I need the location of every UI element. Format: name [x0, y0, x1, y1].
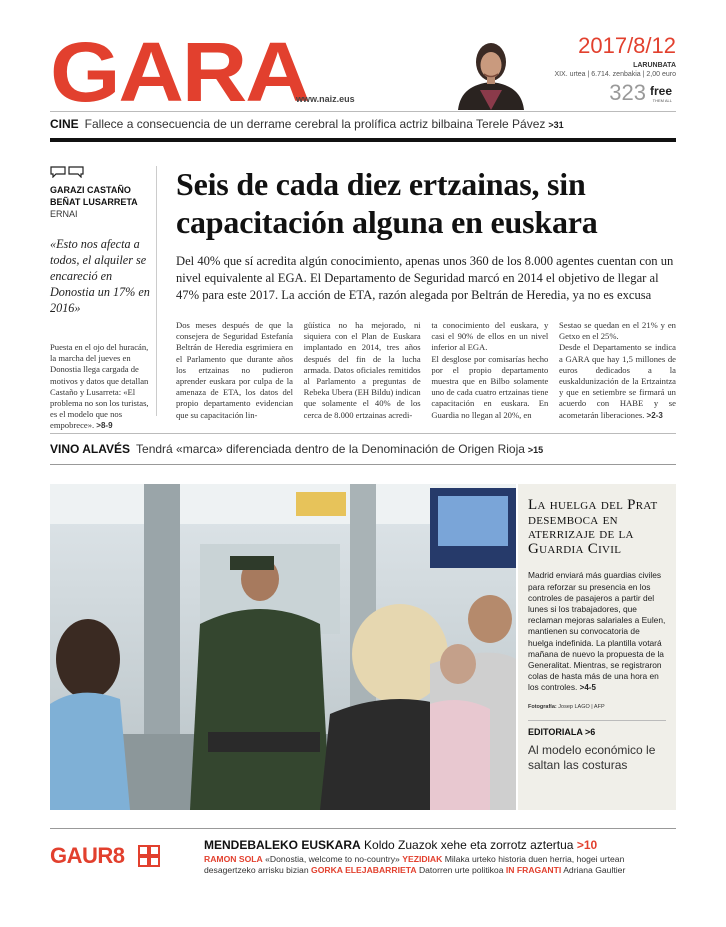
organization: ERNAI: [50, 209, 78, 219]
strap-text: Fallece a consecuencia de un derrame cerebral la prolífica actriz bilbaina Terele Pávez: [84, 117, 546, 131]
article-column-text: Sestao se quedan en el 21% y en Getxo en el 25%. Desde el Departamento se indica a GARA que hay 1,5 millones de euros dedicados a la euskaldunización de la Ertzaintza y que en setiembre se firmará un acuerdo con HABE y se acometarán liberaciones.: [558, 320, 676, 420]
promo-label[interactable]: free: [649, 84, 672, 98]
article-columns: [176, 320, 676, 421]
divider: [528, 720, 666, 721]
strap-tag: CINE: [50, 117, 79, 131]
divider-thick: [50, 138, 676, 142]
editorial-text[interactable]: Al modelo económico le saltan las costuras: [528, 742, 656, 772]
divider: [50, 464, 676, 465]
article-column-last: [559, 320, 676, 421]
logo[interactable]: GARA: [50, 25, 309, 119]
grid-icon: [138, 845, 160, 867]
editorial-heading[interactable]: [528, 727, 666, 737]
footer-tag: MENDEBALEKO EUSKARA: [204, 838, 361, 852]
strap-text: Tendrá «marca» diferenciada dentro de la Denominación de Origen Rioja: [136, 442, 525, 456]
weekday: LARUNBATA: [633, 62, 676, 69]
footer-item-name[interactable]: IN FRAGANTI: [505, 865, 562, 875]
footer-item-name[interactable]: RAMON SOLA: [204, 854, 263, 864]
top-strap[interactable]: [50, 117, 676, 131]
sidebar-page-ref[interactable]: >8-9: [96, 421, 113, 431]
pull-quote[interactable]: «Esto nos afecta a todos, el alquiler se encareció en Donostia un 17% en 2016»: [50, 237, 150, 315]
footer-ref: >10: [576, 838, 598, 852]
site-link[interactable]: www.naiz.eus: [296, 94, 355, 104]
masthead-portrait[interactable]: [450, 32, 532, 110]
footer-item-text: Milaka urteko historia duen herria, hogei urtean desagertzeko arrisku bizian: [204, 854, 625, 875]
mid-strap[interactable]: [50, 442, 676, 456]
masthead: [50, 25, 676, 119]
strap-ref: >15: [527, 445, 544, 455]
photo-credit-text: Josep LAGO | AFP: [558, 703, 605, 710]
footer-headline[interactable]: [204, 838, 684, 852]
speech-bubbles-icon: [50, 166, 86, 178]
interviewee-name: BEÑAT LUSARRETA: [50, 197, 138, 207]
promo-sublabel: THEM ALL: [652, 98, 672, 103]
column-divider: [156, 166, 157, 416]
main-headline[interactable]: Seis de cada diez ertzainas, sin capacitación alguna en euskara: [176, 166, 598, 240]
article-dek: Del 40% que sí acredita algún conocimiento, apenas unos 360 de los 8.000 agentes cuentan con un nivel equivalente al EGA. El Departamento de Seguridad marcó en 2014 el objetivo de llegar al 47% para este 2017. La acción de ETA, razón alegada por Beltrán de Heredia, ya no es excusa: [176, 254, 674, 302]
divider: [50, 111, 676, 112]
article-column: Dos meses después de que la consejera de Seguridad Estefanía Beltrán de Heredia esgrimiera en el Parlamento que durante años los ertzainas no pudieron aprender euskara por culpa de la amenaza de ETA, los datos del propio departamento evidencian que su capacitación lin-: [176, 320, 293, 420]
interview-sidebar: [50, 166, 150, 432]
promo-number[interactable]: 323: [609, 80, 646, 105]
editorial-tag: EDITORIALA: [528, 726, 583, 737]
feature-text: Madrid enviará más guardias civiles para reforzar su presencia en los controles de pasajeros a partir del lunes si los trabajadores, que reclaman mejoras salariales a Eulen, mantienen su convocatoria de huelga indefinida. La plantilla votará mañana de nuevo la propuesta de la Generalitat. Mientras, se registraron colas de hasta más de una hora en los controles.: [528, 570, 666, 693]
photo-credit: [528, 704, 666, 710]
sidebar-body: [50, 342, 150, 432]
issue-info: XIX. urtea | 6.714. zenbakia | 2,00 euro: [554, 71, 676, 78]
footer-item-text: Adriana Gaultier: [563, 865, 626, 875]
feature-box: [518, 484, 676, 810]
divider: [50, 433, 676, 434]
feature-photo[interactable]: [50, 484, 516, 810]
feature-title[interactable]: La huelga del Prat desemboca en aterrizaje de la Guardia Civil: [528, 497, 658, 557]
strap-ref: >31: [548, 120, 564, 130]
feature-body: [528, 570, 666, 693]
article-page-ref[interactable]: >2-3: [646, 410, 663, 420]
footer-item-text: Datorren urte politikoa: [418, 865, 504, 875]
photo-credit-label: Fotografía:: [528, 703, 557, 710]
gaur8-logo[interactable]: GAUR8: [50, 843, 125, 868]
interviewee-name: GARAZI CASTAÑO: [50, 185, 131, 195]
footer-headline-text: Koldo Zuazok xehe eta zorrotz aztertua: [364, 838, 574, 852]
article-column: güística no ha mejorado, ni siquiera con el Plan de Euskara implantado en 2014, tres años después del fin de la lucha armada. Datos oficiales remitidos al Parlamento a preguntas de Rebeka Ubera (EH Bildu) indican que solamente el 40% de los cerca de 8.000 ertzainas acredi-: [303, 320, 421, 420]
footer-item-text: «Donostia, welcome to no-country»: [265, 854, 400, 864]
strap-tag: VINO ALAVÉS: [50, 442, 131, 456]
footer-items: [204, 854, 676, 876]
feature-page-ref[interactable]: >4-5: [579, 683, 596, 693]
issue-date: 2017/8/12: [578, 33, 676, 58]
footer-item-name[interactable]: GORKA ELEJABARRIETA: [311, 865, 417, 875]
article-column: ta conocimiento del euskara, y casi el 90% de ellos en un nivel inferior al EGA. El desglose por comisarías hecho por el propio departamento muestra que en Bilbo solamente uno de cada cuatro ertzainas tiene capacitación en euskara. En Guardia no llegan al 20%, en: [431, 320, 549, 420]
interviewees: [50, 184, 150, 208]
footer-item-name[interactable]: YEZIDIAK: [402, 854, 443, 864]
sidebar-text: Puesta en el ojo del huracán, la marcha del jueves en Donostia llega cargada de motivos y datos que detallan Castaño y Lusarreta: «El problema no son los turistas, es el modelo que nos empobrece».: [50, 342, 149, 431]
divider: [50, 828, 676, 829]
editorial-ref: >6: [585, 726, 596, 737]
